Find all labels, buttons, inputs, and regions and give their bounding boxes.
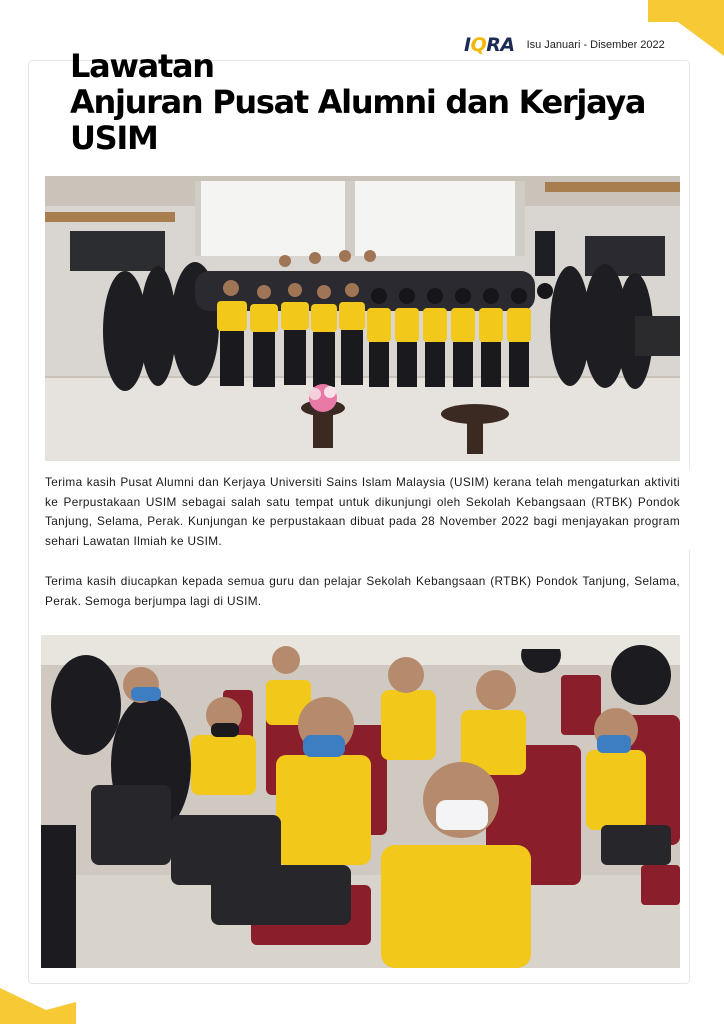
title-line-2: Anjuran Pusat Alumni dan Kerjaya xyxy=(70,83,646,121)
corner-decoration-bottom-left xyxy=(0,968,76,1024)
title-line-3: USIM xyxy=(70,119,158,157)
frame-gap xyxy=(687,470,691,550)
group-photo xyxy=(45,176,680,461)
page-title xyxy=(70,48,645,156)
title-line-1: Lawatan xyxy=(70,47,214,85)
paragraph-2: Terima kasih diucapkan kepada semua guru dan pelajar Sekolah Kebangsaan (RTBK) Pondok Tanjung, Selama, Perak. Semoga berjumpa lagi di USIM. xyxy=(45,574,680,608)
paragraph-1: Terima kasih Pusat Alumni dan Kerjaya Universiti Sains Islam Malaysia (USIM) kerana telah mengaturkan aktiviti ke Perpustakaan USIM sebagai salah satu tempat untuk dikunjungi oleh Sekolah Kebangsaan (RTBK) Pondok Tanjung, Selama, Perak. Kunjungan ke perpustakaan dibuat pada 28 November 2022 bagi menjayakan program sehari Lawatan Ilmiah ke USIM. xyxy=(45,475,680,548)
iqra-logo: I Q RA xyxy=(464,34,515,56)
students-seated-photo xyxy=(41,635,680,968)
issue-label: Isu Januari - Disember 2022 xyxy=(526,39,665,51)
